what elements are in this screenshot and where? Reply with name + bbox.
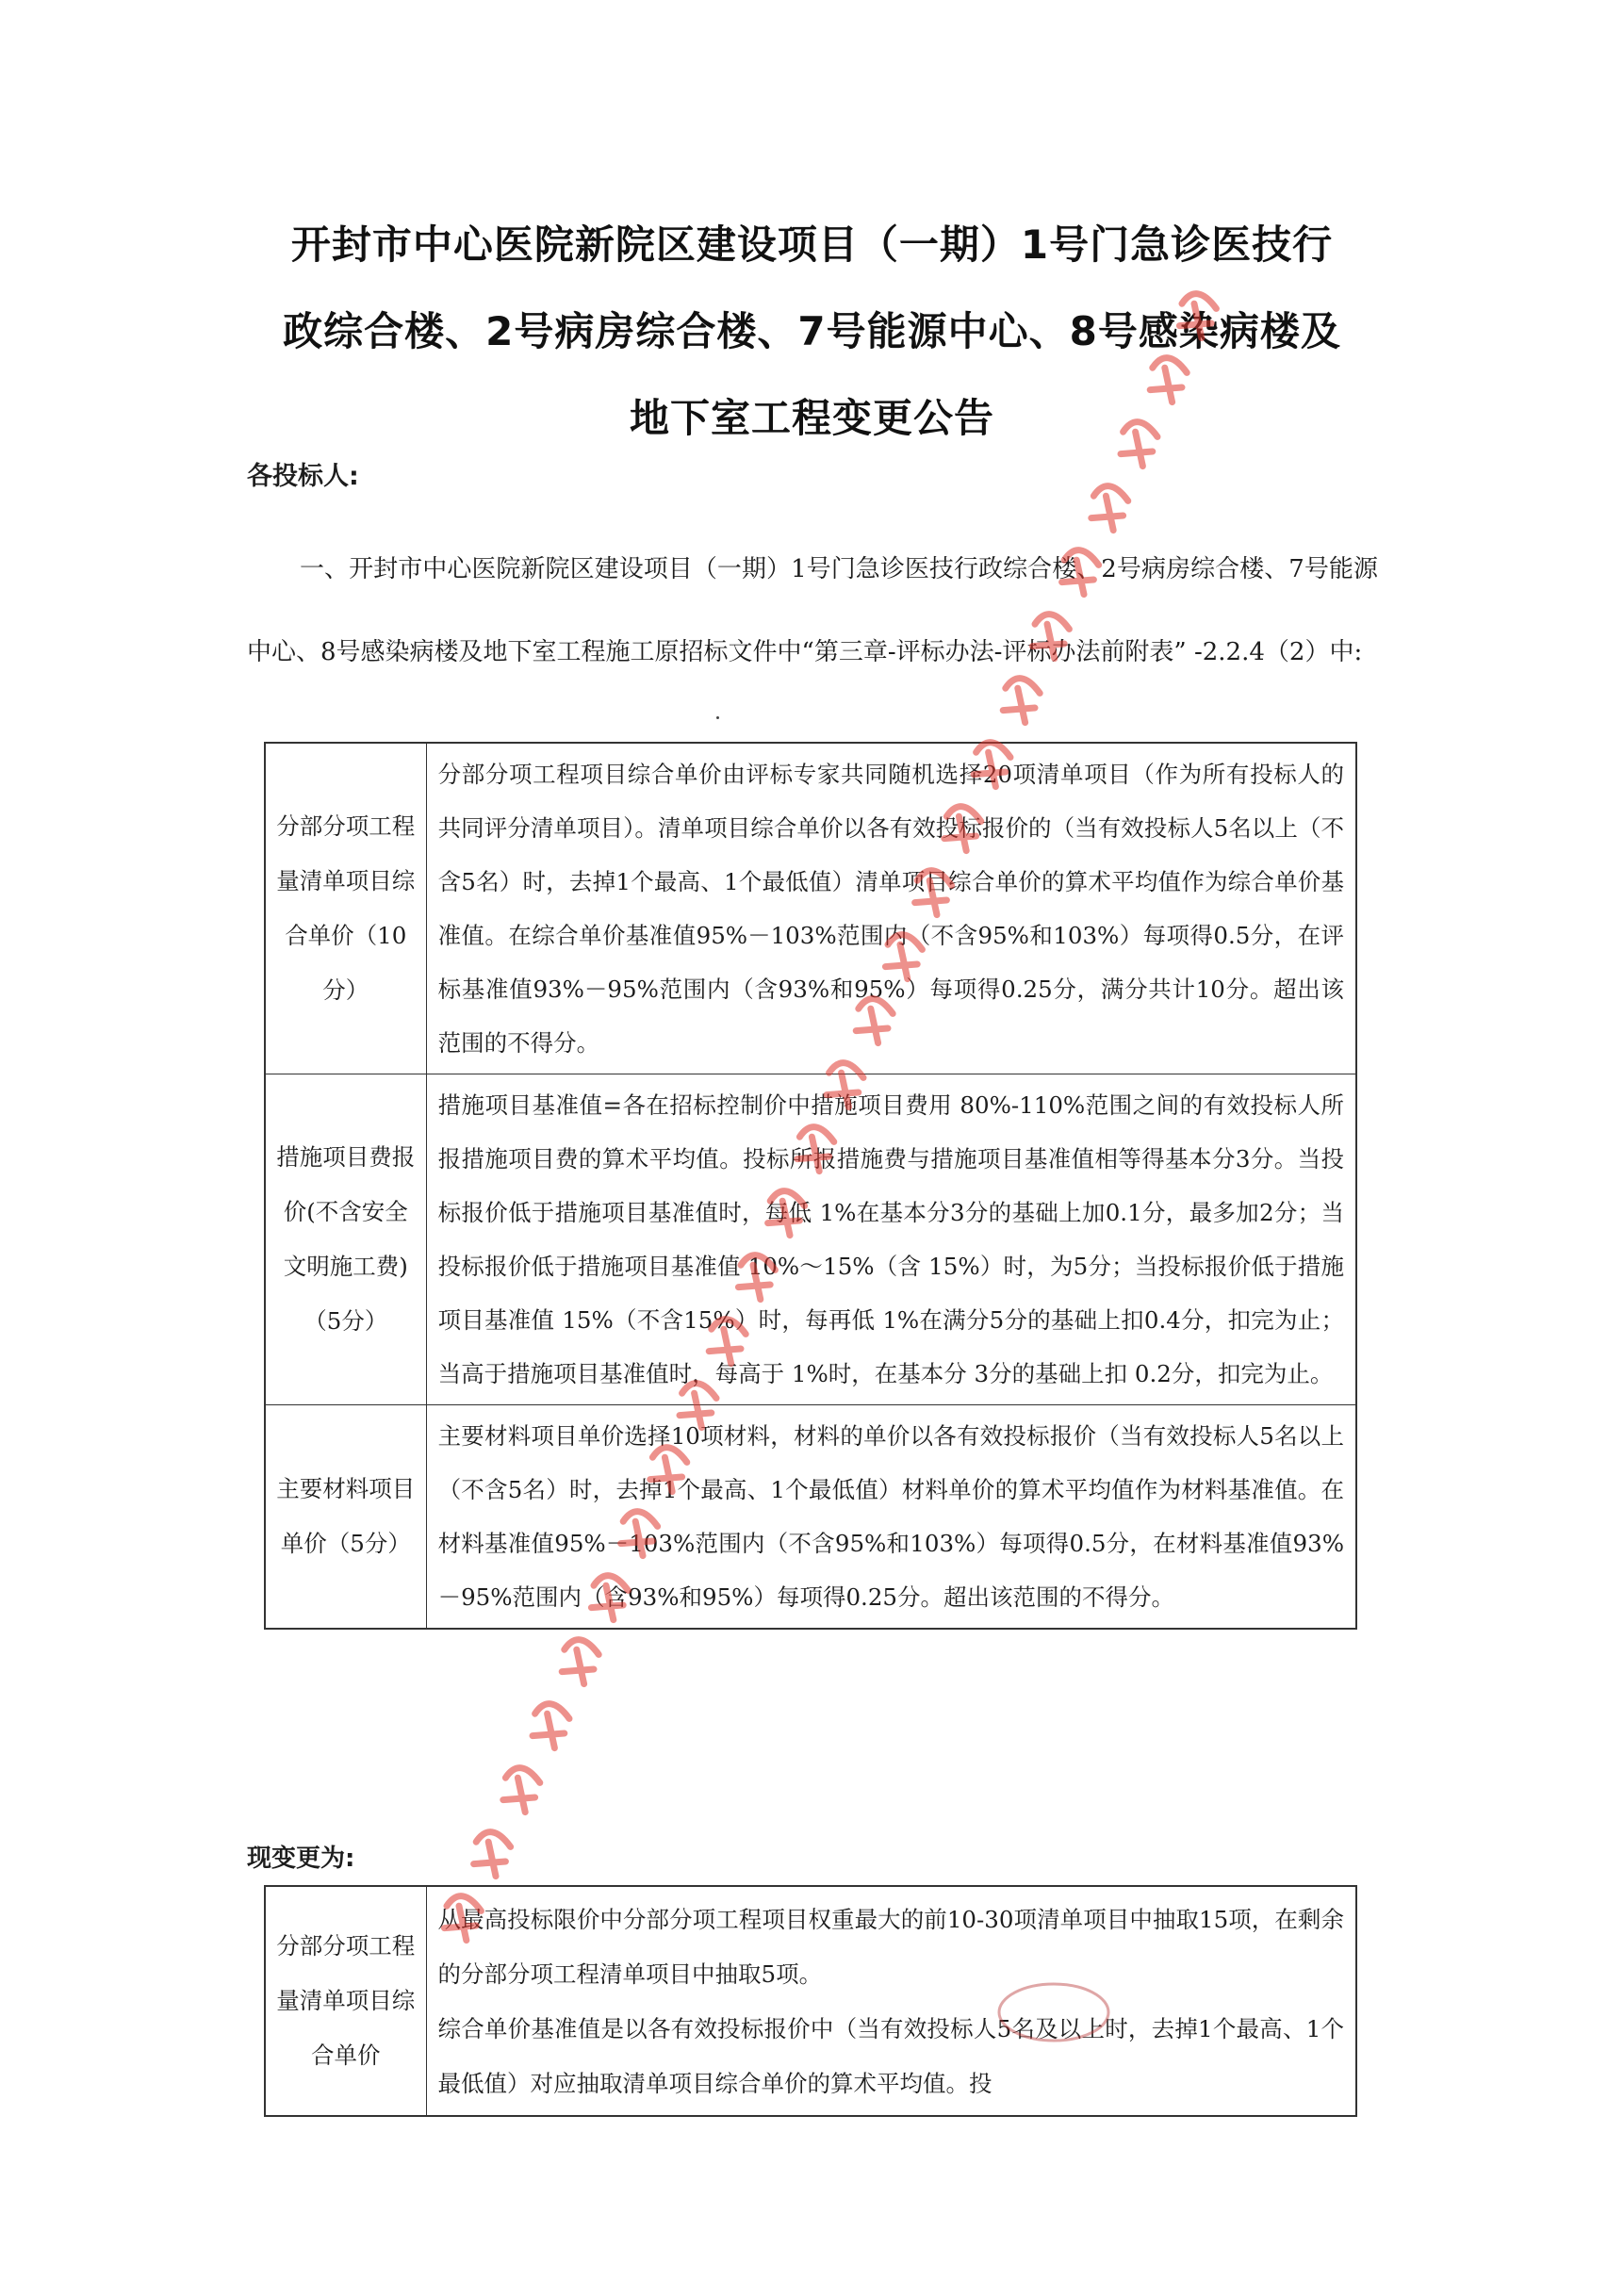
original-scoring-table — [264, 742, 1357, 1630]
salutation: 各投标人: — [247, 462, 359, 491]
description-cell: 主要材料项目单价选择10项材料，材料的单价以各有效投标报价（当有效投标人5名以上（不含5名）时，去掉1个最高、1个最低值）材料单价的算术平均值作为材料基准值。在材料基准值95%－103%范围内（不含95%和103%）每项得0.5分，在材料基准值93%－95%范围内（含93%和95%）每项得0.25分。超出该范围的不得分。 — [426, 1405, 1356, 1630]
table-row — [265, 1405, 1356, 1630]
title-line-2: 政综合楼、2号病房综合楼、7号能源中心、8号感染病楼及 — [283, 308, 1341, 354]
description-cell: 措施项目基准值=各在招标控制价中措施项目费用 80%-110%范围之间的有效投标人所报措施项目费的算术平均值。投标所报措施费与措施项目基准值相等得基本分3分。当投标报价低于措施项目基准值时，每低 1%在基本分3分的基础上加0.1分，最多加2分；当投标报价低于措施项目基准值 10%～15%（含 15%）时，为5分；当投标报价低于措施项目基准值 15%（不含15%）时，每再低 1%在满分5分的基础上扣0.4分，扣完为止；当高于措施项目基准值时，每高于 1%时，在基本分 3分的基础上扣 0.2分，扣完为止。 — [426, 1074, 1356, 1405]
criterion-cell: 分部分项工程量清单项目综合单价（10分） — [265, 743, 426, 1074]
criterion-cell: 分部分项工程量清单项目综合单价 — [265, 1886, 426, 2116]
revised-scoring-table — [264, 1885, 1357, 2117]
scan-speck — [716, 716, 719, 719]
watermark-glyph — [1091, 486, 1128, 531]
table-row — [265, 1886, 1356, 2116]
criterion-cell: 措施项目费报价(不含安全文明施工费)（5分） — [265, 1074, 426, 1405]
description-line: 综合单价基准值是以各有效投标报价中（当有效投标人5名及以上时，去掉1个最高、1个最低值）对应抽取清单项目综合单价的算术平均值。投 — [437, 2015, 1344, 2097]
table-row — [265, 743, 1356, 1074]
watermark-glyph — [562, 1640, 599, 1684]
title-line-3: 地下室工程变更公告 — [629, 395, 994, 441]
intro-paragraph: 一、开封市中心医院新院区建设项目（一期）1号门急诊医技行政综合楼、2号病房综合楼、7号能源中心、8号感染病楼及地下室工程施工原招标文件中“第三章-评标办法-评标办法前附表” -2.2.4（2）中: — [247, 555, 1378, 666]
table-row — [265, 1074, 1356, 1405]
title-line-1: 开封市中心医院新院区建设项目（一期）1号门急诊医技行 — [290, 221, 1334, 268]
changed-to-label: 现变更为: — [247, 1845, 355, 1873]
document-title — [170, 202, 1454, 462]
description-cell: 分部分项工程项目综合单价由评标专家共同随机选择20项清单项目（作为所有投标人的共同评分清单项目）。清单项目综合单价以各有效投标报价的（当有效投标人5名以上（不含5名）时，去掉1个最高、1个最低值）清单项目综合单价的算术平均值作为综合单价基准值。在综合单价基准值95%－103%范围内（不含95%和103%）每项得0.5分，在评标基准值93%－95%范围内（含93%和95%）每项得0.25分，满分共计10分。超出该范围的不得分。 — [426, 743, 1356, 1074]
description-line: 从最高投标限价中分部分项工程项目权重最大的前10-30项清单项目中抽取15项，在剩余的分部分项工程清单项目中抽取5项。 — [437, 1906, 1344, 1988]
watermark-glyph — [503, 1768, 540, 1812]
watermark-glyph — [533, 1704, 569, 1748]
watermark-glyph — [474, 1832, 511, 1877]
description-cell — [426, 1886, 1356, 2116]
criterion-cell: 主要材料项目单价（5分） — [265, 1405, 426, 1630]
